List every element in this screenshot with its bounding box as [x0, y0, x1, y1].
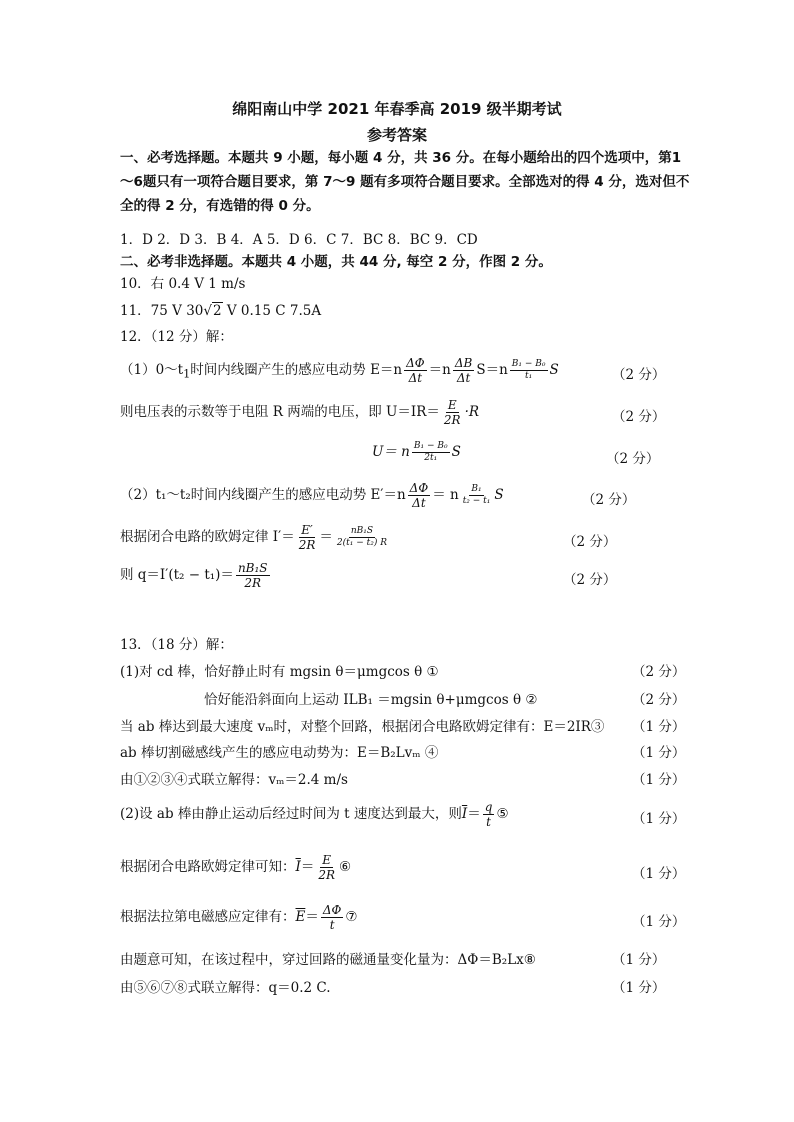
q12-l4-frac2: $\frac{\text{B₁}}{\text{t₂ − t₁}}$: [462, 484, 491, 506]
q12-l5-frac2: $\frac{\text{nB₁S}}{\text{2(t₁ − t₂) R}}$: [336, 526, 387, 548]
q12-l3-frac: $\frac{\text{B₁ − B₀}}{\text{2t₁}}$: [413, 441, 448, 463]
q13-line8-points: （1 分）: [632, 914, 686, 930]
q13-l7-frac: $\frac{E}{2R}$: [318, 853, 336, 882]
q11-answer: 11．75 V 30√2 V 0.15 C 7.5A: [120, 303, 322, 319]
q12-line6-points: （2 分）: [563, 572, 617, 588]
q12-line2: 则电压表的示数等于电阻 R 两端的电压，即 U＝IR＝ $\frac{E}{2R}$ ·R: [120, 398, 480, 427]
q12-line2-points: （2 分）: [612, 409, 666, 425]
q12-line3: U＝ n $\frac{\text{B₁ − B₀}}{\text{2t₁}}$ S: [372, 441, 461, 463]
q13-label: 13．（18 分）解：: [120, 637, 233, 653]
q13-line7: 根据闭合电路欧姆定律可知：$\overline{I}=$ $\frac{E}{2R}$ ⑥: [120, 853, 352, 882]
q12-line1-points: （2 分）: [612, 367, 666, 383]
q12-l6-frac: $\frac{\text{nB₁S}}{2R}$: [237, 561, 268, 590]
q13-line8: 根据法拉第电磁感应定律有：$\overline{E}=$ $\frac{\Delta\Phi}{t}$ ⑦: [120, 903, 358, 932]
q13-line10: 由⑤⑥⑦⑧式联立解得：q＝0.2 C.: [120, 980, 331, 996]
q11-prefix: 11．75 V 30: [120, 303, 204, 319]
q13-line10-points: （1 分）: [612, 980, 666, 996]
q12-l1-sub: 1: [183, 367, 191, 381]
q12-l1-frac2: $\frac{\Delta B}{\Delta t}$: [454, 356, 473, 385]
q12-line4-points: （2 分）: [582, 492, 636, 508]
exam-title: 绵阳南山中学 2021 年春季高 2019 级半期考试: [232, 100, 562, 118]
q12-l2-frac: $\frac{E}{2R}$: [443, 398, 461, 427]
q12-line5-points: （2 分）: [563, 534, 617, 550]
q12-line1: $(1)0\sim t_1$时间内线圈产生的感应电动势 E＝n $\frac{\Delta\Phi}{\Delta t}$ ＝n $\frac{\Delta B}{\Delta t}$ S＝n $\frac{\text{B₁ − B₀}}{\text{t₁}}$ S: [120, 356, 559, 385]
q11-suffix: V 0.15 C 7.5A: [222, 303, 322, 319]
q12-l1-frac3: $\frac{\text{B₁ − B₀}}{\text{t₁}}$: [511, 359, 546, 381]
q12-l1-frac1: $\frac{\Delta\Phi}{\Delta t}$: [406, 356, 425, 385]
choice-answers: 1．D 2．D 3．B 4．A 5．D 6．C 7．BC 8．BC 9．CD: [120, 232, 478, 248]
q13-line9-points: （1 分）: [612, 952, 666, 968]
q13-line5: 由①②③④式联立解得：vₘ＝2.4 m/s: [120, 772, 348, 788]
q11-root: 2: [212, 303, 222, 319]
q13-line4-points: （1 分）: [632, 745, 686, 761]
q10-answer: 10．右 0.4 V 1 m/s: [120, 276, 246, 292]
section2-heading: 二、必考非选择题。本题共 4 小题，共 44 分, 每空 2 分，作图 2 分。: [120, 254, 552, 270]
q13-line6: (2)设 ab 棒由静止运动后经过时间为 t 速度达到最大，则$\overline{I}=$ $\frac{q}{t}$ ⑤: [120, 800, 509, 829]
q13-line2: 恰好能沿斜面向上运动 ILB₁ ＝mgsin θ+μmgcos θ ②: [204, 692, 538, 708]
q13-line6-points: （1 分）: [632, 811, 686, 827]
q12-l5-frac1: $\frac{E'}{2R}$: [298, 523, 316, 552]
q13-line5-points: （1 分）: [632, 772, 686, 788]
q13-line9: 由题意可知，在该过程中，穿过回路的磁通量变化量为：ΔΦ＝B₂Lx⑧: [120, 952, 536, 968]
q13-line2-points: （2 分）: [632, 692, 686, 708]
q12-line3-points: （2 分）: [606, 451, 660, 467]
q12-l1-rest: 时间内线圈产生的感应电动势 E＝n: [190, 362, 403, 378]
q13-line1: (1)对 cd 棒，恰好静止时有 mgsin θ＝μmgcos θ ①: [120, 664, 439, 680]
q13-line4: ab 棒切割磁感线产生的感应电动势为：E＝B₂Lvₘ ④: [120, 745, 439, 761]
q12-line4: （2）t₁～t₂时间内线圈产生的感应电动势 E′＝n $\frac{\Delta\Phi}{\Delta t}$ ＝ n $\frac{\text{B₁}}{\text{t₂ − t₁}}$ S: [120, 481, 504, 510]
q12-line6: 则 q＝I′(t₂ − t₁)＝ $\frac{\text{nB₁S}}{2R}$: [120, 561, 268, 590]
q12-line5: 根据闭合电路的欧姆定律 I′＝ $\frac{E'}{2R}$ ＝ $\frac{\text{nB₁S}}{\text{2(t₁ − t₂) R}}$: [120, 523, 387, 552]
q12-l1-text: （1）0～t: [120, 362, 184, 378]
q12-l4-frac1: $\frac{\Delta\Phi}{\Delta t}$: [409, 481, 429, 510]
section1-heading: 一、必考选择题。本题共 9 小题，每小题 4 分，共 36 分。在每小题给出的四个选项中，第1～6题只有一项符合题目要求，第 7～9 题有多项符合题目要求。全部选对的得 4 分，选对但不全的得 2 分，有选错的得 0 分。: [120, 150, 690, 214]
q13-l6-frac: $\frac{q}{t}$: [484, 800, 493, 829]
exam-subtitle: 参考答案: [366, 126, 427, 144]
q12-label: 12．（12 分）解：: [120, 329, 233, 345]
q13-l8-frac: $\frac{\Delta\Phi}{t}$: [322, 903, 342, 932]
q13-line7-points: （1 分）: [632, 866, 686, 882]
q13-line3: 当 ab 棒达到最大速度 vₘ时，对整个回路，根据闭合电路欧姆定律有：E＝2IR③: [120, 719, 605, 735]
q13-line3-points: （1 分）: [632, 719, 686, 735]
q13-line1-points: （2 分）: [632, 664, 686, 680]
